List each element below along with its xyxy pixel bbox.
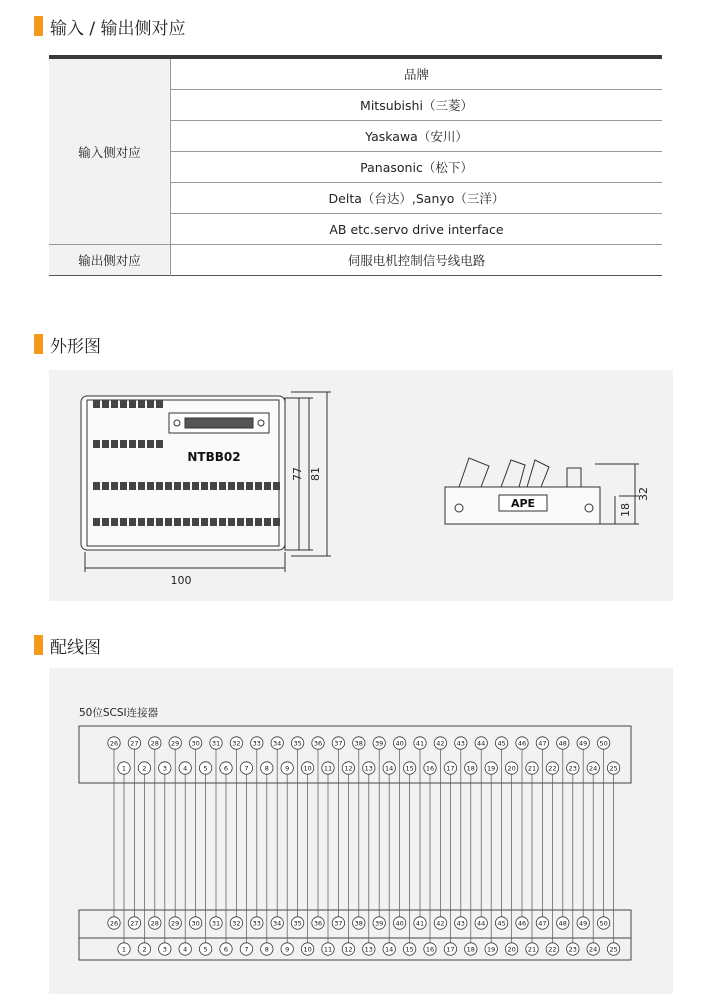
section-marker <box>34 334 43 354</box>
pin-label: 39 <box>375 739 384 748</box>
pin-label: 47 <box>538 739 547 748</box>
pin-label: 23 <box>568 764 577 773</box>
terminal-screw <box>210 482 217 490</box>
pin-label: 1 <box>121 945 127 954</box>
terminal-screw <box>102 400 109 408</box>
terminal-screw <box>246 518 253 526</box>
brand-row: AB etc.servo drive interface <box>171 214 663 245</box>
terminal-screw <box>165 482 172 490</box>
pin-label: 26 <box>109 739 119 748</box>
terminal-screw <box>93 518 100 526</box>
terminal-screw <box>111 400 118 408</box>
brand-row: Delta（台达）,Sanyo（三洋） <box>171 183 663 214</box>
terminal-screw <box>246 482 253 490</box>
pin-label: 19 <box>487 945 496 954</box>
pin-label: 13 <box>364 764 373 773</box>
terminal-screw <box>111 440 118 448</box>
pin-label: 17 <box>446 764 455 773</box>
terminal-screw <box>93 482 100 490</box>
brand-plate: APE <box>510 497 536 510</box>
terminal-screw <box>192 518 199 526</box>
pin-label: 16 <box>425 945 435 954</box>
pin-label: 28 <box>150 739 159 748</box>
pin-label: 47 <box>538 919 547 928</box>
pin-label: 35 <box>293 739 302 748</box>
pin-label: 3 <box>162 764 167 773</box>
pin-label: 12 <box>344 945 353 954</box>
pin-label: 6 <box>223 945 229 954</box>
pin-label: 4 <box>183 764 188 773</box>
terminal-screw <box>228 518 235 526</box>
terminal-screw <box>201 482 208 490</box>
terminal-screw <box>237 482 244 490</box>
terminal-screw <box>138 400 145 408</box>
terminal-screw <box>192 482 199 490</box>
model-label: NTBB02 <box>187 450 241 464</box>
pin-label: 12 <box>344 764 353 773</box>
pin-label: 40 <box>395 739 404 748</box>
section-title-text: 外形图 <box>50 336 101 357</box>
pin-label: 16 <box>425 764 435 773</box>
pin-label: 45 <box>497 919 506 928</box>
wiring-diagram-panel <box>49 668 673 994</box>
pin-label: 32 <box>232 919 241 928</box>
brand-table <box>49 55 662 276</box>
section-title-outline <box>34 333 101 355</box>
side-dimension-base: 18 <box>619 503 632 517</box>
pin-label: 6 <box>223 764 229 773</box>
pin-label: 2 <box>142 764 147 773</box>
pin-label: 31 <box>211 739 221 748</box>
pin-label: 28 <box>150 919 159 928</box>
input-side-label: 输入侧对应 <box>49 57 171 245</box>
pin-label: 14 <box>385 945 394 954</box>
output-side-label: 输出侧对应 <box>49 245 171 276</box>
pin-label: 17 <box>446 945 455 954</box>
pin-label: 24 <box>589 764 598 773</box>
pin-label: 38 <box>354 739 363 748</box>
pin-label: 10 <box>303 945 312 954</box>
terminal-screw <box>120 440 127 448</box>
pin-label: 45 <box>497 739 506 748</box>
pin-label: 37 <box>334 919 343 928</box>
pin-label: 43 <box>456 739 465 748</box>
terminal-screw <box>93 440 100 448</box>
terminal-screw <box>129 482 136 490</box>
pin-label: 13 <box>364 945 373 954</box>
terminal-screw <box>174 482 181 490</box>
connector-label: 50位SCSI连接器 <box>79 707 159 719</box>
terminal-screw <box>93 400 100 408</box>
pin-label: 9 <box>285 764 290 773</box>
pin-label: 33 <box>252 919 261 928</box>
pin-label: 4 <box>183 945 188 954</box>
pin-label: 46 <box>517 919 527 928</box>
terminal-screw <box>147 482 154 490</box>
terminal-screw <box>120 400 127 408</box>
terminal-screw <box>183 482 190 490</box>
terminal-screw <box>129 518 136 526</box>
terminal-screw <box>102 518 109 526</box>
outline-drawing-panel <box>49 370 673 601</box>
pin-label: 32 <box>232 739 241 748</box>
pin-label: 5 <box>203 764 208 773</box>
pin-label: 18 <box>466 764 475 773</box>
height-dimension-inner: 77 <box>291 467 304 481</box>
output-value: 伺服电机控制信号线电路 <box>347 253 486 268</box>
outline-drawing <box>49 370 673 601</box>
pin-label: 15 <box>405 945 414 954</box>
pin-label: 49 <box>579 739 588 748</box>
width-dimension: 100 <box>170 574 192 587</box>
terminal-screw <box>102 440 109 448</box>
terminal-screw <box>156 400 163 408</box>
terminal-screw <box>102 482 109 490</box>
pin-label: 15 <box>405 764 414 773</box>
pin-label: 40 <box>395 919 404 928</box>
terminal-screw <box>111 518 118 526</box>
pin-label: 29 <box>171 919 180 928</box>
terminal-screw <box>120 482 127 490</box>
section-title-text: 配线图 <box>50 637 101 658</box>
pin-label: 10 <box>303 764 312 773</box>
pin-label: 36 <box>313 739 323 748</box>
pin-label: 27 <box>130 919 139 928</box>
pin-label: 44 <box>477 919 486 928</box>
pin-label: 42 <box>436 739 445 748</box>
pin-label: 36 <box>313 919 323 928</box>
terminal-screw <box>129 440 136 448</box>
pin-label: 11 <box>323 764 333 773</box>
terminal-screw <box>165 518 172 526</box>
pin-label: 41 <box>415 919 425 928</box>
pin-label: 7 <box>244 764 249 773</box>
pin-label: 21 <box>527 945 537 954</box>
terminal-screw <box>174 518 181 526</box>
terminal-screw <box>156 518 163 526</box>
terminal-screw <box>255 482 262 490</box>
pin-label: 3 <box>162 945 167 954</box>
pin-label: 21 <box>527 764 537 773</box>
pin-label: 50 <box>599 919 608 928</box>
brand-row: Mitsubishi（三菱） <box>171 90 663 121</box>
terminal-screw <box>120 518 127 526</box>
brand-row: Yaskawa（安川） <box>171 121 663 152</box>
pin-label: 22 <box>548 945 557 954</box>
pin-label: 26 <box>109 919 119 928</box>
terminal-screw <box>183 518 190 526</box>
pin-label: 48 <box>558 919 567 928</box>
pin-label: 9 <box>285 945 290 954</box>
pin-label: 8 <box>264 945 269 954</box>
pin-label: 33 <box>252 739 261 748</box>
height-dimension-outer: 81 <box>309 467 322 481</box>
pin-label: 42 <box>436 919 445 928</box>
brand-row: Panasonic（松下） <box>171 152 663 183</box>
terminal-screw <box>156 482 163 490</box>
pin-label: 14 <box>385 764 394 773</box>
pin-label: 22 <box>548 764 557 773</box>
pin-label: 48 <box>558 739 567 748</box>
pin-label: 44 <box>477 739 486 748</box>
terminal-screw <box>129 400 136 408</box>
pin-label: 20 <box>507 945 516 954</box>
scsi-connector-box <box>79 726 631 783</box>
pin-label: 49 <box>579 919 588 928</box>
terminal-screw <box>273 482 280 490</box>
section-title-wiring <box>34 634 101 656</box>
pin-label: 27 <box>130 739 139 748</box>
pin-label: 19 <box>487 764 496 773</box>
pin-label: 7 <box>244 945 249 954</box>
terminal-screw <box>147 518 154 526</box>
pin-label: 1 <box>121 764 127 773</box>
pin-label: 39 <box>375 919 384 928</box>
pin-label: 34 <box>273 919 282 928</box>
section-title-io <box>34 15 186 37</box>
terminal-screw <box>228 482 235 490</box>
pin-label: 35 <box>293 919 302 928</box>
terminal-screw <box>264 482 271 490</box>
terminal-screw <box>237 518 244 526</box>
terminal-screw <box>264 518 271 526</box>
terminal-screw <box>219 518 226 526</box>
pin-label: 34 <box>273 739 282 748</box>
terminal-screw <box>138 440 145 448</box>
pin-label: 24 <box>589 945 598 954</box>
pin-label: 8 <box>264 764 269 773</box>
terminal-screw <box>219 482 226 490</box>
terminal-screw <box>138 482 145 490</box>
terminal-screw <box>156 440 163 448</box>
pin-label: 29 <box>171 739 180 748</box>
pin-label: 31 <box>211 919 221 928</box>
pin-label: 38 <box>354 919 363 928</box>
pin-label: 41 <box>415 739 425 748</box>
pin-label: 30 <box>191 919 200 928</box>
section-marker <box>34 635 43 655</box>
brand-header: 品牌 <box>171 57 663 90</box>
terminal-screw <box>201 518 208 526</box>
pin-label: 46 <box>517 739 527 748</box>
pin-label: 20 <box>507 764 516 773</box>
terminal-screw <box>210 518 217 526</box>
side-dimension-total: 32 <box>637 487 650 501</box>
terminal-screw <box>255 518 262 526</box>
terminal-screw <box>273 518 280 526</box>
pin-label: 43 <box>456 919 465 928</box>
pin-label: 25 <box>609 764 618 773</box>
wiring-diagram <box>49 668 673 994</box>
terminal-screw <box>147 400 154 408</box>
terminal-screw <box>111 482 118 490</box>
terminal-screw <box>138 518 145 526</box>
pin-label: 11 <box>323 945 333 954</box>
pin-label: 50 <box>599 739 608 748</box>
pin-label: 2 <box>142 945 147 954</box>
pin-label: 30 <box>191 739 200 748</box>
pin-label: 18 <box>466 945 475 954</box>
pin-label: 23 <box>568 945 577 954</box>
pin-label: 25 <box>609 945 618 954</box>
pin-label: 37 <box>334 739 343 748</box>
section-marker <box>34 16 43 36</box>
terminal-screw <box>147 440 154 448</box>
section-title-text: 输入 / 输出侧对应 <box>50 18 186 39</box>
pin-label: 5 <box>203 945 208 954</box>
